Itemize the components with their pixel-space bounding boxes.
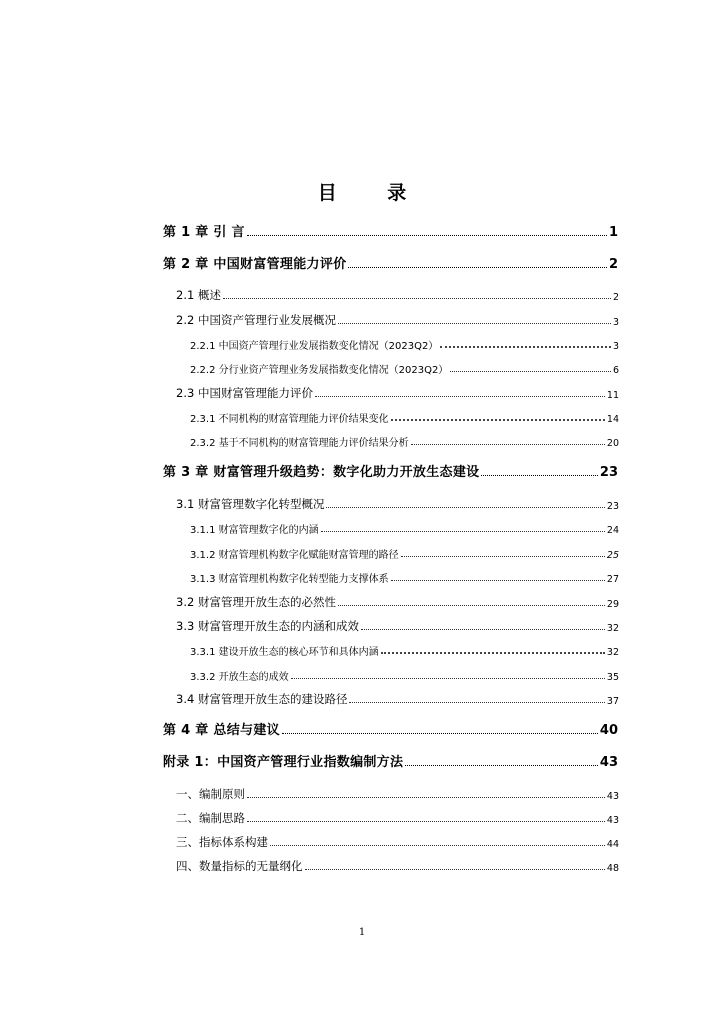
toc-entry-label: 第 4 章 总结与建议 bbox=[163, 723, 280, 738]
toc-entry-3-1-2[interactable] bbox=[190, 543, 619, 561]
toc-entry-page: 43 bbox=[599, 755, 618, 770]
dot-leader bbox=[223, 297, 611, 299]
dot-leader bbox=[338, 604, 605, 606]
toc-entry-page: 40 bbox=[599, 723, 618, 738]
dot-leader bbox=[391, 579, 605, 581]
toc-entry-2-2-2[interactable] bbox=[190, 358, 619, 376]
page-number: 1 bbox=[358, 927, 366, 938]
toc-entry-label: 2.2.2 分行业资产管理业务发展指数变化情况（2023Q2） bbox=[190, 365, 449, 376]
toc-entry-page: 1 bbox=[608, 225, 618, 240]
toc-entry-2-1[interactable] bbox=[176, 285, 619, 303]
toc-entry-page: 23 bbox=[606, 501, 619, 512]
dot-leader bbox=[481, 474, 597, 476]
toc-entry-appendix-1[interactable] bbox=[163, 752, 618, 770]
toc-entry-label: 3.1.2 财富管理机构数字化赋能财富管理的路径 bbox=[190, 550, 399, 561]
dot-leader bbox=[405, 764, 598, 766]
toc-entry-label: 3.3.1 建设开放生态的核心环节和具体内涵 bbox=[190, 647, 379, 658]
toc-entry-page: 6 bbox=[612, 365, 619, 376]
toc-entry-2-3-1[interactable] bbox=[190, 407, 619, 425]
toc-entry-label: 第 3 章 财富管理升级趋势：数字化助力开放生态建设 bbox=[163, 465, 480, 480]
dot-leader bbox=[270, 844, 605, 846]
toc-entry-label: 2.3.2 基于不同机构的财富管理能力评价结果分析 bbox=[190, 438, 409, 449]
toc-entry-2-3-2[interactable] bbox=[190, 431, 619, 449]
dot-leader bbox=[381, 651, 605, 654]
dot-leader bbox=[348, 266, 607, 268]
toc-entry-page: 43 bbox=[606, 791, 619, 802]
toc-entry-label: 3.2 财富管理开放生态的必然性 bbox=[176, 595, 336, 609]
toc-entry-page: 20 bbox=[606, 438, 619, 449]
toc-entry-page: 25 bbox=[606, 550, 619, 561]
toc-entry-label: 四、数量指标的无量纲化 bbox=[176, 859, 303, 873]
dot-leader bbox=[401, 555, 605, 557]
toc-entry-3-3[interactable] bbox=[176, 616, 619, 634]
dot-leader bbox=[450, 370, 611, 372]
toc-entry-appendix-1-1[interactable] bbox=[176, 784, 619, 802]
toc-entry-label: 2.2.1 中国资产管理行业发展指数变化情况（2023Q2） bbox=[190, 341, 439, 352]
dot-leader bbox=[305, 868, 605, 870]
toc-entry-page: 32 bbox=[606, 623, 619, 634]
dot-leader bbox=[326, 506, 604, 508]
toc-entry-3-1-3[interactable] bbox=[190, 567, 619, 585]
toc-entry-page: 37 bbox=[606, 696, 619, 707]
toc-entry-label: 一、编制原则 bbox=[176, 787, 245, 801]
toc-entry-ch3[interactable] bbox=[163, 462, 618, 480]
toc-entry-2-2-1[interactable] bbox=[190, 334, 619, 352]
toc-entry-page: 27 bbox=[606, 574, 619, 585]
toc-entry-label: 2.3 中国财富管理能力评价 bbox=[176, 386, 313, 400]
toc-entry-page: 35 bbox=[606, 672, 619, 683]
toc-entry-page: 2 bbox=[612, 292, 619, 303]
dot-leader bbox=[391, 418, 605, 421]
toc-entry-3-4[interactable] bbox=[176, 689, 619, 707]
toc-entry-page: 2 bbox=[608, 257, 618, 272]
toc-entry-page: 3 bbox=[612, 317, 619, 328]
toc-entry-appendix-1-4[interactable] bbox=[176, 856, 619, 874]
toc-entry-ch4[interactable] bbox=[163, 720, 618, 738]
dot-leader bbox=[361, 628, 605, 630]
toc-entry-label: 附录 1：中国资产管理行业指数编制方法 bbox=[163, 755, 404, 770]
toc-entry-page: 14 bbox=[606, 414, 619, 425]
toc-entry-label: 3.3 财富管理开放生态的内涵和成效 bbox=[176, 619, 359, 633]
toc-entry-label: 3.1 财富管理数字化转型概况 bbox=[176, 497, 325, 511]
toc-title: 目 录 bbox=[317, 182, 429, 204]
toc-entry-2-2[interactable] bbox=[176, 310, 619, 328]
toc-entry-page: 43 bbox=[606, 815, 619, 826]
dot-leader bbox=[411, 443, 605, 445]
toc-entry-ch2[interactable] bbox=[163, 254, 618, 272]
toc-entry-page: 44 bbox=[606, 839, 619, 850]
toc-entry-3-1[interactable] bbox=[176, 494, 619, 512]
dot-leader bbox=[338, 322, 611, 324]
toc-entry-page: 32 bbox=[606, 647, 619, 658]
toc-entry-label: 3.1.3 财富管理机构数字化转型能力支撑体系 bbox=[190, 574, 389, 585]
toc-entry-label: 第 1 章 引 言 bbox=[163, 225, 245, 240]
toc-entry-3-2[interactable] bbox=[176, 592, 619, 610]
toc-entry-page: 48 bbox=[606, 863, 619, 874]
toc-entry-page: 29 bbox=[606, 599, 619, 610]
dot-leader bbox=[247, 234, 607, 236]
toc-entry-page: 11 bbox=[606, 390, 619, 401]
toc-entry-appendix-1-3[interactable] bbox=[176, 832, 619, 850]
dot-leader bbox=[247, 820, 605, 822]
dot-leader bbox=[440, 345, 611, 348]
toc-entry-3-3-1[interactable] bbox=[190, 640, 619, 658]
toc-entry-ch1[interactable] bbox=[163, 222, 618, 240]
toc-entry-label: 2.1 概述 bbox=[176, 288, 221, 302]
toc-entry-label: 2.3.1 不同机构的财富管理能力评价结果变化 bbox=[190, 414, 389, 425]
toc-entry-page: 23 bbox=[599, 465, 618, 480]
toc-entry-appendix-1-2[interactable] bbox=[176, 808, 619, 826]
toc-entry-label: 三、指标体系构建 bbox=[176, 835, 268, 849]
dot-leader bbox=[349, 701, 604, 703]
toc-entry-label: 2.2 中国资产管理行业发展概况 bbox=[176, 313, 336, 327]
toc-entry-3-3-2[interactable] bbox=[190, 665, 619, 683]
toc-entry-label: 第 2 章 中国财富管理能力评价 bbox=[163, 257, 347, 272]
toc-entry-page: 24 bbox=[606, 525, 619, 536]
toc-entry-label: 3.1.1 财富管理数字化的内涵 bbox=[190, 525, 319, 536]
dot-leader bbox=[321, 530, 605, 532]
toc-entry-label: 3.3.2 开放生态的成效 bbox=[190, 672, 289, 683]
toc-entry-page: 3 bbox=[612, 341, 619, 352]
dot-leader bbox=[282, 732, 598, 734]
dot-leader bbox=[291, 677, 605, 679]
dot-leader bbox=[247, 796, 605, 798]
toc-entry-label: 二、编制思路 bbox=[176, 811, 245, 825]
toc-entry-2-3[interactable] bbox=[176, 383, 619, 401]
toc-entry-label: 3.4 财富管理开放生态的建设路径 bbox=[176, 692, 348, 706]
dot-leader bbox=[315, 395, 605, 397]
toc-entry-3-1-1[interactable] bbox=[190, 518, 619, 536]
